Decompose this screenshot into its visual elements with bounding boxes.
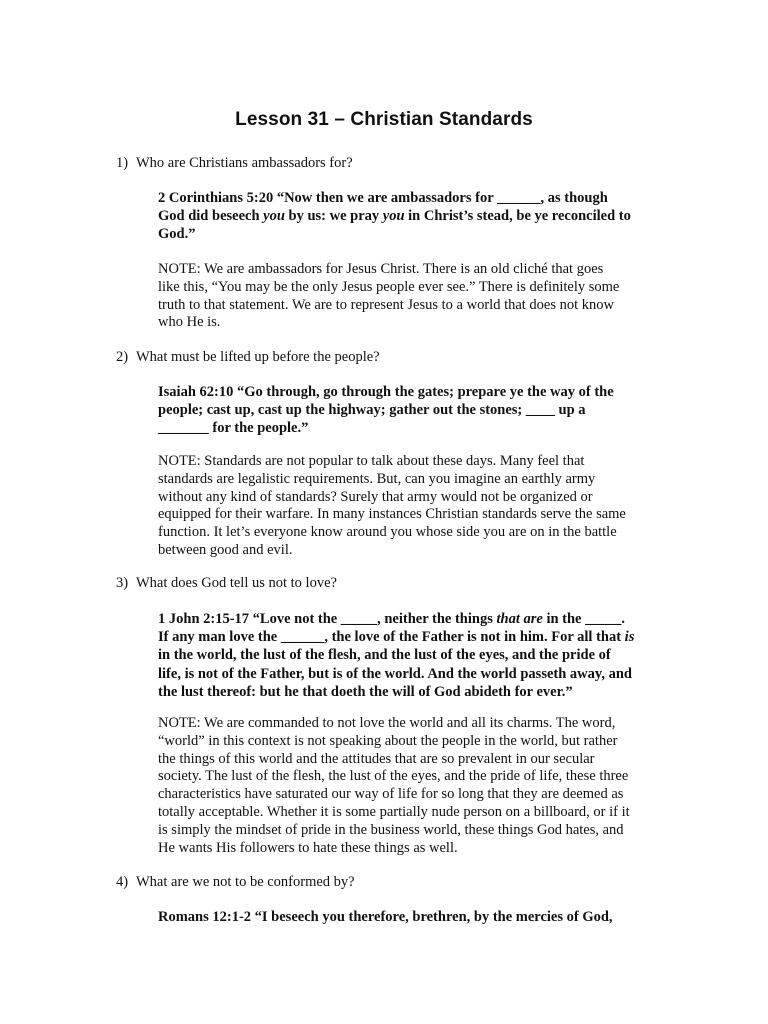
verse-text: God.”: [158, 226, 196, 243]
verse-text: in the _____.: [542, 611, 625, 627]
verse-block: [158, 189, 663, 244]
verse-line: [158, 683, 663, 701]
question-text: What must be lifted up before the people?: [136, 349, 380, 365]
note-block: [158, 715, 648, 857]
verse-text: people; cast up, cast up the highway; gather out the stones; ____ up a: [158, 402, 586, 419]
question-number: 1): [116, 155, 129, 171]
verse-line: [158, 401, 663, 419]
question-text: What does God tell us not to love?: [136, 575, 337, 591]
note-block: [158, 453, 648, 560]
verse-italic-text: that are: [496, 611, 543, 627]
note-line: He wants His followers to hate these things as well.: [158, 839, 458, 856]
verse-text: If any man love the ______, the love of the Father is not in him. For all that: [158, 629, 625, 646]
verse-text: by us: we pray: [284, 208, 383, 225]
verse-line: [158, 646, 663, 664]
verse-text: life, is not of the Father, but is of the world. And the world passeth away, and: [158, 665, 632, 682]
verse-text: God did beseech: [158, 208, 264, 225]
question-number: 2): [116, 349, 129, 365]
note-line: without any kind of standards? Surely that army would not be organized or: [158, 488, 593, 505]
verse-line: [158, 908, 663, 926]
verse-line: [158, 383, 663, 401]
verse-block: [158, 908, 663, 926]
verse-line: [158, 225, 663, 243]
question-text: Who are Christians ambassadors for?: [136, 155, 353, 171]
note-line: society. The lust of the flesh, the lust of the eyes, and the pride of life, these three: [158, 768, 629, 785]
verse-text: 1 John 2:15-17 “Love not the _____, neither the things: [158, 611, 497, 627]
question-text: What are we not to be conformed by?: [136, 874, 355, 890]
note-line: characteristics have saturated our way of life for so long that they are deemed as: [158, 786, 624, 803]
verse-block: [158, 610, 663, 701]
verse-text: Romans 12:1-2 “I beseech you therefore, brethren, by the mercies of God,: [158, 909, 613, 925]
note-line: NOTE: Standards are not popular to talk about these days. Many feel that: [158, 453, 585, 469]
verse-block: [158, 383, 663, 438]
verse-text: _______ for the people.”: [158, 420, 309, 437]
verse-line: [158, 207, 663, 225]
note-line: totally acceptable. Whether it is some partially nude person on a billboard, or if it: [158, 803, 630, 820]
verse-line: [158, 665, 663, 683]
verse-italic-text: you: [382, 208, 405, 225]
verse-text: in the world, the lust of the flesh, and the lust of the eyes, and the pride of: [158, 647, 611, 664]
note-line: is simply the mindset of pride in the business world, these things God hates, and: [158, 821, 624, 838]
verse-text: 2 Corinthians 5:20 “Now then we are ambassadors for ______, as though: [158, 190, 608, 206]
verse-italic-text: is: [624, 629, 635, 646]
note-line: “world” in this context is not speaking about the people in the world, but rather: [158, 732, 618, 749]
note-line: equipped for their warfare. In many instances Christian standards serve the same: [158, 506, 626, 523]
note-line: standards are legalistic requirements. But, can you imagine an earthly army: [158, 470, 596, 487]
verse-line: [158, 419, 663, 437]
note-line: like this, “You may be the only Jesus people ever see.” There is definitely some: [158, 278, 620, 295]
verse-line: [158, 610, 663, 628]
verse-line: [158, 628, 663, 646]
note-line: between good and evil.: [158, 541, 293, 558]
question-3: [116, 574, 337, 592]
note-line: the things of this world and the attitudes that are so prevalent in our secular: [158, 750, 595, 767]
note-line: NOTE: We are ambassadors for Jesus Christ. There is an old cliché that goes: [158, 261, 604, 277]
note-line: truth to that statement. We are to represent Jesus to a world that does not know: [158, 296, 615, 313]
verse-text: Isaiah 62:10 “Go through, go through the gates; prepare ye the way of the: [158, 384, 614, 400]
verse-text: in Christ’s stead, be ye reconciled to: [404, 208, 631, 225]
verse-text: the lust thereof: but he that doeth the will of God abideth for ever.”: [158, 683, 573, 700]
note-line: NOTE: We are commanded to not love the world and all its charms. The word,: [158, 715, 616, 731]
note-line: function. It let’s everyone know around you whose side you are on in the battle: [158, 524, 617, 541]
note-block: [158, 261, 648, 332]
question-number: 3): [116, 575, 129, 591]
verse-italic-text: you: [263, 208, 285, 225]
note-line: who He is.: [158, 314, 221, 331]
question-4: [116, 873, 355, 891]
page-title: Lesson 31 – Christian Standards: [235, 109, 533, 130]
question-2: [116, 348, 380, 366]
question-number: 4): [116, 874, 129, 890]
question-1: [116, 154, 353, 172]
verse-line: [158, 189, 663, 207]
